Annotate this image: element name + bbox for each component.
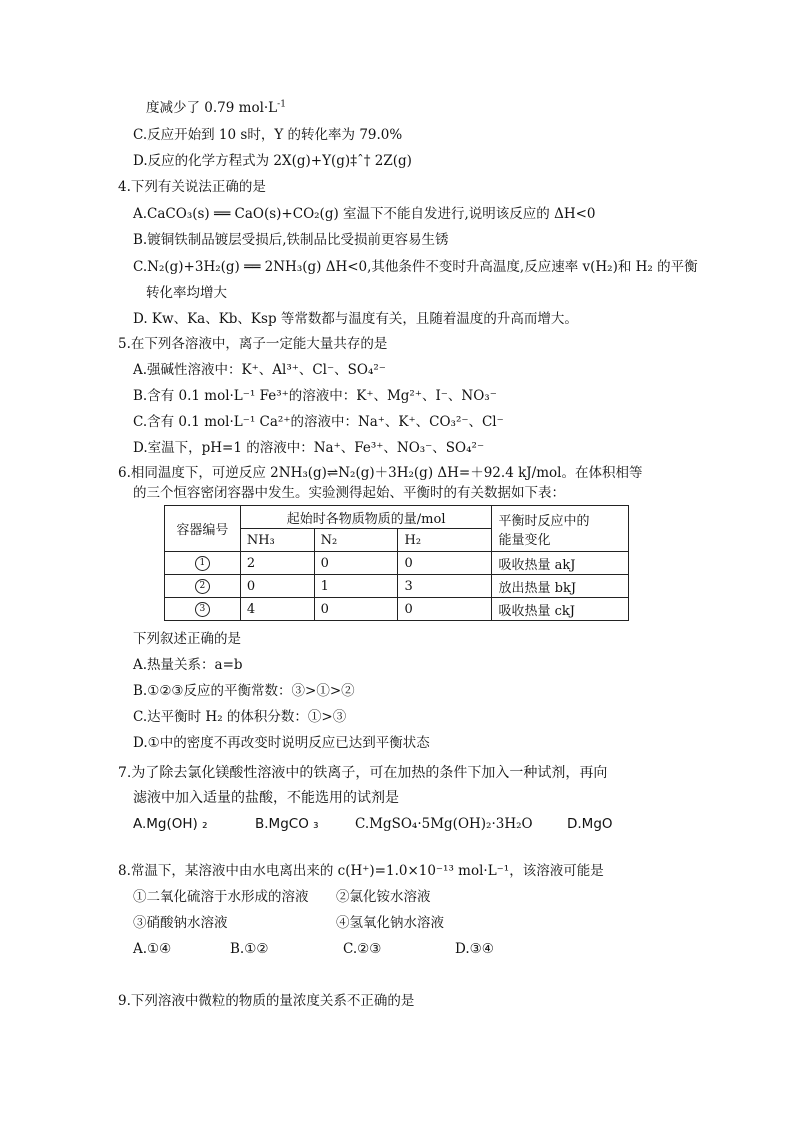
nh3-cell: 2	[240, 552, 314, 575]
n2-cell: 0	[314, 598, 398, 621]
nh3-cell: 0	[240, 575, 314, 598]
q8-item-3: ③硝酸钠水溶液	[133, 915, 228, 931]
q5-option-a: A.强碱性溶液中：K⁺、Al³⁺、Cl⁻、SO₄²⁻	[133, 362, 386, 378]
question-9-stem: 9.下列溶液中微粒的物质的量浓度关系不正确的是	[118, 993, 415, 1009]
question-7-stem-line2: 滤液中加入适量的盐酸，不能选用的试剂是	[133, 790, 399, 806]
q4-option-b: B.镀铜铁制品镀层受损后,铁制品比受损前更容易生锈	[133, 232, 449, 248]
question-6-stem-line2: 的三个恒容密闭容器中发生。实验测得起始、平衡时的有关数据如下表：	[133, 485, 565, 501]
q8-option-d: D.③④	[455, 941, 494, 957]
table-row	[165, 598, 629, 621]
question-4-stem: 4.下列有关说法正确的是	[118, 179, 266, 195]
q4-option-d: D. Kw、Ka、Kb、Ksp 等常数都与温度有关，且随着温度的升高而增大。	[133, 311, 578, 327]
n2-cell: 0	[314, 552, 398, 575]
q8-item-4: ④氢氧化钠水溶液	[336, 915, 444, 931]
q6-option-d: D.①中的密度不再改变时说明反应已达到平衡状态	[133, 735, 430, 751]
q7-option-c: C.MgSO₄·5Mg(OH)₂·3H₂O	[355, 816, 533, 832]
energy-cell: 放出热量 bkJ	[492, 575, 629, 598]
header-nh3: NH₃	[240, 529, 314, 552]
q3-option-b-tail: 度减少了 0.79 $mol\cdot L^{-1}$	[146, 99, 286, 116]
q5-option-b: B.含有 0.1 mol·L⁻¹ Fe³⁺的溶液中：K⁺、Mg²⁺、I⁻、NO₃⁻	[133, 388, 497, 404]
question-5-stem: 5.在下列各溶液中，离子一定能大量共存的是	[118, 336, 388, 352]
q4-option-c-line1: C.N₂(g)+3H₂(g) ══ 2NH₃(g) ΔH<0,其他条件不变时升高温度,反应速率 v(H₂)和 H₂ 的平衡	[133, 259, 698, 275]
h2-cell: 0	[398, 598, 492, 621]
h2-cell: 0	[398, 552, 492, 575]
question-6-stem-line1: 6.相同温度下，可逆反应 2NH₃(g)⇌N₂(g)＋3H₂(g) ΔH=＋92.4 kJ/mol。在体积相等	[118, 465, 643, 481]
header-n2: N₂	[314, 529, 398, 552]
container-id-cell: 1	[165, 552, 241, 575]
question-7-stem-line1: 7.为了除去氯化镁酸性溶液中的铁离子，可在加热的条件下加入一种试剂，再向	[118, 765, 608, 781]
h2-cell: 3	[398, 575, 492, 598]
header-initial-moles: 起始时各物质物质的量/mol	[240, 506, 492, 529]
q6-option-a: A.热量关系：a=b	[133, 657, 243, 673]
table-header-row	[165, 506, 629, 529]
header-energy-change: 平衡时反应中的 能量变化	[492, 506, 629, 552]
energy-cell: 吸收热量 akJ	[492, 552, 629, 575]
q8-item-1: ①二氧化硫溶于水形成的溶液	[133, 889, 309, 905]
q6-option-c: C.达平衡时 H₂ 的体积分数：①>③	[133, 709, 347, 725]
q3-option-c: C.反应开始到 10 s时，Y 的转化率为 79.0%	[133, 127, 403, 143]
q8-option-a: A.①④	[133, 941, 172, 957]
q8-item-2: ②氯化铵水溶液	[336, 889, 431, 905]
q8-option-b: B.①②	[230, 941, 269, 957]
reaction-data-table	[164, 505, 629, 621]
table-row	[165, 552, 629, 575]
q4-option-a: A.CaCO₃(s) ══ CaO(s)+CO₂(g) 室温下不能自发进行,说明该反应的 ΔH<0	[133, 206, 596, 222]
q3-option-d: D.反应的化学方程式为 2X(g)+Y(g)‡ˆ† 2Z(g)	[133, 153, 412, 169]
q6-lead: 下列叙述正确的是	[133, 631, 241, 647]
q8-option-c: C.②③	[343, 941, 382, 957]
header-h2: H₂	[398, 529, 492, 552]
q7-option-b: B.MgCO ₃	[255, 816, 319, 832]
q4-option-c-line2: 转化率均增大	[146, 285, 227, 301]
q7-option-a: A.Mg(OH) ₂	[133, 816, 208, 832]
question-8-stem: 8.常温下，某溶液中由水电离出来的 c(H⁺)=1.0×10⁻¹³ mol·L⁻¹，该溶液可能是	[118, 863, 604, 879]
q6-option-b: B.①②③反应的平衡常数：③>①>②	[133, 683, 355, 699]
q5-option-d: D.室温下，pH=1 的溶液中：Na⁺、Fe³⁺、NO₃⁻、SO₄²⁻	[133, 440, 485, 456]
table-row	[165, 575, 629, 598]
nh3-cell: 4	[240, 598, 314, 621]
q5-option-c: C.含有 0.1 mol·L⁻¹ Ca²⁺的溶液中：Na⁺、K⁺、CO₃²⁻、Cl⁻	[133, 414, 504, 430]
container-id-cell: 3	[165, 598, 241, 621]
q7-option-d: D.MgO	[567, 816, 613, 832]
n2-cell: 1	[314, 575, 398, 598]
energy-cell: 吸收热量 ckJ	[492, 598, 629, 621]
container-id-cell: 2	[165, 575, 241, 598]
header-container-id: 容器编号	[165, 506, 241, 552]
